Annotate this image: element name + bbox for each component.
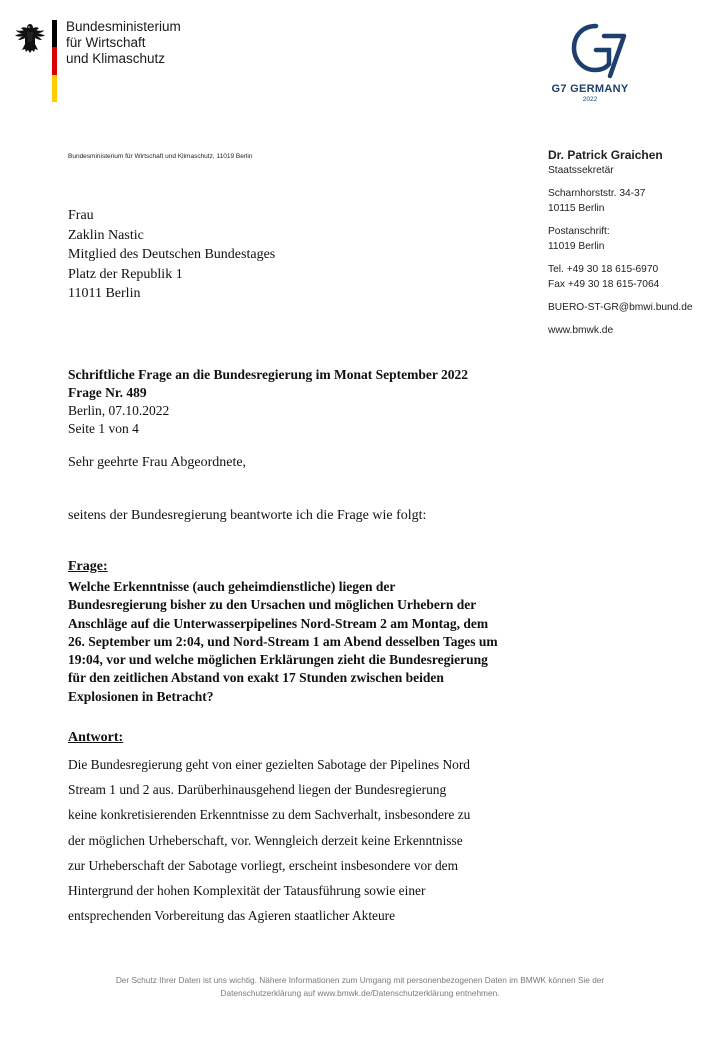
question-line: 26. September um 2:04, und Nord-Stream 1 am Abend desselben Tages um [68, 633, 498, 649]
g7-year: 2022 [582, 96, 598, 103]
g7-germany-logo [542, 20, 638, 110]
question-line: Bundesregierung bisher zu den Ursachen und möglichen Urhebern der [68, 597, 477, 613]
answer-line: Die Bundesregierung geht von einer gezielten Sabotage der Pipelines Nord [68, 757, 470, 772]
footer-line: Der Schutz Ihrer Daten ist uns wichtig. Nähere Informationen zum Umgang mit personenbezogenen Daten im BMWK können Sie der [115, 975, 605, 985]
contact-tel: Tel. +49 30 18 615-6970 [548, 264, 659, 275]
question-line: Welche Erkenntnisse (auch geheimdienstliche) liegen der [68, 579, 396, 594]
page-indicator: Seite 1 von 4 [68, 421, 139, 436]
ministry-name-line: Bundesministerium [66, 19, 181, 34]
answer-text [68, 752, 470, 928]
recipient-address [68, 206, 275, 304]
letter-date: Berlin, 07.10.2022 [68, 403, 170, 418]
subject-title: Schriftliche Frage an die Bundesregierung im Monat September 2022 [68, 367, 468, 382]
g7-mark-icon [566, 20, 630, 80]
answer-line: keine konkretisierenden Erkenntnisse zu dem Sachverhalt, insbesondere zu [68, 807, 471, 823]
privacy-footer [0, 974, 720, 1000]
question-number: Frage Nr. 489 [68, 385, 147, 400]
answer-line: Hintergrund der hohen Komplexität der Tatausführung sowie einer [68, 883, 426, 899]
answer-label: Antwort: [68, 730, 124, 745]
answer-line: Stream 1 und 2 aus. Darüberhinausgehend liegen der Bundesregierung [68, 782, 447, 798]
recipient-line: Frau [68, 208, 94, 223]
contact-postal-city: 11019 Berlin [548, 241, 605, 252]
contact-email[interactable]: BUERO-ST-GR@bmwi.bund.de [548, 302, 693, 313]
ministry-name-line: für Wirtschaft [66, 35, 146, 50]
sender-return-address: Bundesministerium für Wirtschaft und Klimaschutz, 11019 Berlin [68, 153, 253, 160]
contact-sidebar [548, 148, 718, 338]
contact-position: Staatssekretär [548, 165, 614, 176]
question-line: für den zeitlichen Abstand von exakt 17 Stunden zwischen beiden [68, 670, 444, 686]
recipient-line: Platz der Republik 1 [68, 266, 183, 282]
ministry-name [66, 19, 266, 67]
footer-line: Datenschutzerklärung auf www.bmwk.de/Datenschutzerklärung entnehmen. [220, 988, 500, 998]
intro-sentence: seitens der Bundesregierung beantworte ich die Frage wie folgt: [68, 508, 427, 523]
flag-stripe-red [52, 47, 57, 74]
recipient-line: Zaklin Nastic [68, 227, 144, 243]
question-line: 19:04, vor und welche möglichen Erklärungen zieht die Bundesregierung [68, 652, 488, 668]
contact-city: 10115 Berlin [548, 203, 605, 214]
question-line: Explosionen in Betracht? [68, 688, 214, 704]
recipient-line: Mitglied des Deutschen Bundestages [68, 247, 276, 262]
question-line: Anschläge auf die Unterwasserpipelines Nord-Stream 2 am Montag, dem [68, 615, 489, 631]
recipient-line: 11011 Berlin [68, 286, 141, 301]
flag-stripe-black [52, 20, 57, 47]
question-label: Frage: [68, 559, 108, 574]
federal-eagle-icon [14, 22, 46, 56]
question-text [68, 578, 548, 706]
flag-stripe-gold [52, 75, 57, 102]
answer-line: der möglichen Urheberschaft, vor. Wenngleich derzeit keine Erkenntnisse [68, 832, 463, 848]
contact-web[interactable]: www.bmwk.de [548, 325, 614, 336]
contact-name: Dr. Patrick Graichen [548, 148, 663, 162]
subject-block [68, 366, 468, 438]
answer-line: zur Urheberschaft der Sabotage vorliegt, erscheint insbesondere vor dem [68, 857, 459, 873]
contact-postal-label: Postanschrift: [548, 226, 610, 237]
g7-title: G7 GERMANY [551, 83, 629, 95]
contact-street: Scharnhorststr. 34-37 [548, 188, 646, 199]
ministry-name-line: und Klimaschutz [66, 51, 166, 66]
contact-fax: Fax +49 30 18 615-7064 [548, 279, 660, 290]
german-flag-bar [52, 20, 57, 102]
salutation: Sehr geehrte Frau Abgeordnete, [68, 455, 247, 470]
answer-line: entsprechenden Vorbereitung das Agieren staatlicher Akteure [68, 908, 396, 924]
